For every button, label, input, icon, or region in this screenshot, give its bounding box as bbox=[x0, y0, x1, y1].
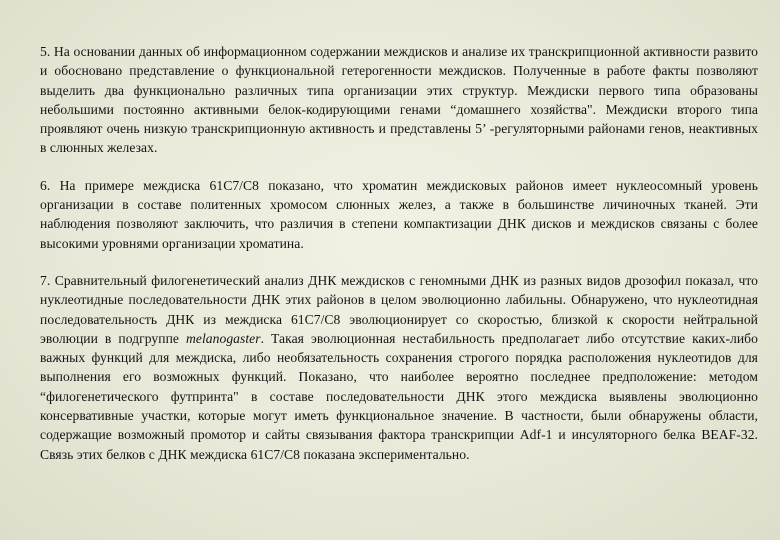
paragraph-5 bbox=[40, 42, 758, 158]
paragraph-number: 7. bbox=[40, 272, 51, 288]
paragraph-text-continued: . Такая эволюционная нестабильность предполагает либо отсутствие каких-либо важных функций для междиска, либо необязательность сохранения строгого порядка расположения нуклеотидов для выполнения его возможных функций. Показано, что наиболее вероятно последнее предположение: методом “филогенетического футпринта" в составе последовательности ДНК этого междиска выявлены эволюционно консервативные участки, которые могут иметь функциональное значение. В частности, были обнаружены области, содержащие возможный промотор и сайты связывания фактора транскрипции Adf-1 и инсуляторного белка BEAF-32. Связь этих белков с ДНК междиска 61С7/С8 показана экспериментально. bbox=[40, 330, 758, 462]
paragraph-7 bbox=[40, 271, 758, 464]
paragraph-6 bbox=[40, 176, 758, 253]
paragraph-number: 6. bbox=[40, 177, 51, 193]
paragraph-text: Сравнительный филогенетический анализ ДНК междисков с геномными ДНК из разных видов дрозофил показал, что нуклеотидные последовательности ДНК этих районов в целом эволюционно лабильны. Обнаружено, что нуклеотидная последовательность ДНК из междиска 61С7/С8 эволюционирует со скоростью, близкой к скорости нейтральной эволюции в подгруппе bbox=[40, 272, 758, 346]
paragraph-text: На основании данных об информационном содержании междисков и анализе их транскрипционной активности развито и обосновано представление о функциональной гетерогенности междисков. Полученные в работе факты позволяют выделить два функционально различных типа организации этих структур. Междиски первого типа образованы небольшими постоянно активными белок-кодирующими генами “домашнего хозяйства". Междиски второго типа проявляют очень низкую транскрипционную активность и представлены 5’ -регуляторными районами генов, неактивных в слюнных железах. bbox=[40, 44, 758, 156]
paragraph-number: 5. bbox=[40, 44, 51, 59]
paragraph-text: На примере междиска 61С7/С8 показано, что хроматин междисковых районов имеет нуклеосомный уровень организации в составе политенных хромосом слюнных желез, а также в большинстве личиночных тканей. Эти наблюдения позволяют заключить, что различия в степени компактизации ДНК дисков и междисков связаны с более высокими уровнями организации хроматина. bbox=[40, 177, 759, 251]
species-subgroup-name: melanogaster bbox=[186, 330, 261, 346]
